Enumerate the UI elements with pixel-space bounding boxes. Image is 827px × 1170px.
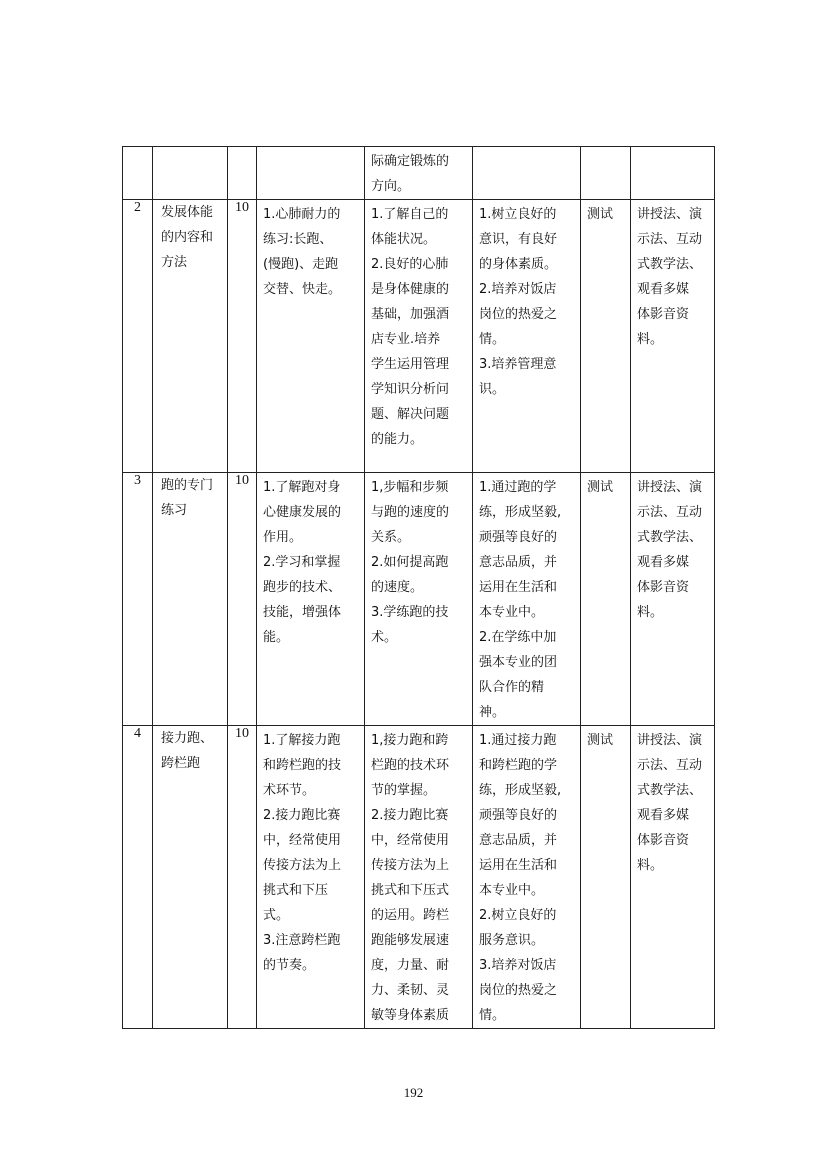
method-cell: 讲授法、演 示法、互动 式教学法、 观看多媒 体影音资 料。 [631, 200, 715, 473]
table-row [123, 726, 715, 1029]
knowledge-cell: 1,接力跑和跨 栏跑的技术环 节的掌握。 2.接力跑比赛 中，经常使用 传接方法为上 挑式和下压式 的运用。跨栏 跑能够发展速 度，力量、耐 力、柔韧、灵 敏等身体素质 [365, 726, 473, 1029]
row-number-cell [123, 147, 153, 200]
method-cell [631, 147, 715, 200]
unit-title-cell: 发展体能 的内容和 方法 [153, 200, 228, 473]
knowledge-cell: 1,步幅和步频 与跑的速度的 关系。 2.如何提高跑 的速度。 3.学练跑的技 术。 [365, 473, 473, 726]
table-row [123, 147, 715, 200]
method-cell: 讲授法、演 示法、互动 式教学法、 观看多媒 体影音资 料。 [631, 726, 715, 1029]
assessment-cell [581, 147, 631, 200]
content-cell: 1.了解接力跑 和跨栏跑的技 术环节。 2.接力跑比赛 中，经常使用 传接方法为上 挑式和下压 式。 3.注意跨栏跑 的节奏。 [257, 726, 365, 1029]
method-cell: 讲授法、演 示法、互动 式教学法、 观看多媒 体影音资 料。 [631, 473, 715, 726]
content-cell: 1.心肺耐力的 练习:长跑、 (慢跑)、走跑 交替、快走。 [257, 200, 365, 473]
content-cell [257, 147, 365, 200]
row-number-cell: 4 [123, 726, 153, 1029]
assessment-cell: 测试 [581, 200, 631, 473]
unit-title-cell: 跑的专门 练习 [153, 473, 228, 726]
page-number: 192 [403, 1085, 424, 1100]
table-row [123, 473, 715, 726]
hours-cell: 10 [228, 726, 257, 1029]
hours-cell: 10 [228, 200, 257, 473]
row-number-cell: 2 [123, 200, 153, 473]
unit-title-cell [153, 147, 228, 200]
hours-cell: 10 [228, 473, 257, 726]
assessment-cell: 测试 [581, 726, 631, 1029]
curriculum-table [122, 146, 715, 1029]
quality-cell [473, 147, 581, 200]
content-cell: 1.了解跑对身 心健康发展的 作用。 2.学习和掌握 跑步的技术、 技能，增强体 能。 [257, 473, 365, 726]
quality-cell: 1.通过跑的学 练，形成坚毅, 顽强等良好的 意志品质，并 运用在生活和 本专业中。 2.在学练中加 强本专业的团 队合作的精 神。 [473, 473, 581, 726]
table-row [123, 200, 715, 473]
assessment-cell: 测试 [581, 473, 631, 726]
row-number-cell: 3 [123, 473, 153, 726]
knowledge-cell: 际确定锻炼的 方向。 [365, 147, 473, 200]
quality-cell: 1.通过接力跑 和跨栏跑的学 练，形成坚毅, 顽强等良好的 意志品质，并 运用在生活和 本专业中。 2.树立良好的 服务意识。 3.培养对饭店 岗位的热爱之 情。 [473, 726, 581, 1029]
hours-cell [228, 147, 257, 200]
quality-cell: 1.树立良好的 意识，有良好 的身体素质。 2.培养对饭店 岗位的热爱之 情。 3.培养管理意 识。 [473, 200, 581, 473]
knowledge-cell: 1.了解自己的 体能状况。 2.良好的心肺 是身体健康的 基础，加强酒 店专业.培养 学生运用管理 学知识分析问 题、解决问题 的能力。 [365, 200, 473, 473]
unit-title-cell: 接力跑、 跨栏跑 [153, 726, 228, 1029]
